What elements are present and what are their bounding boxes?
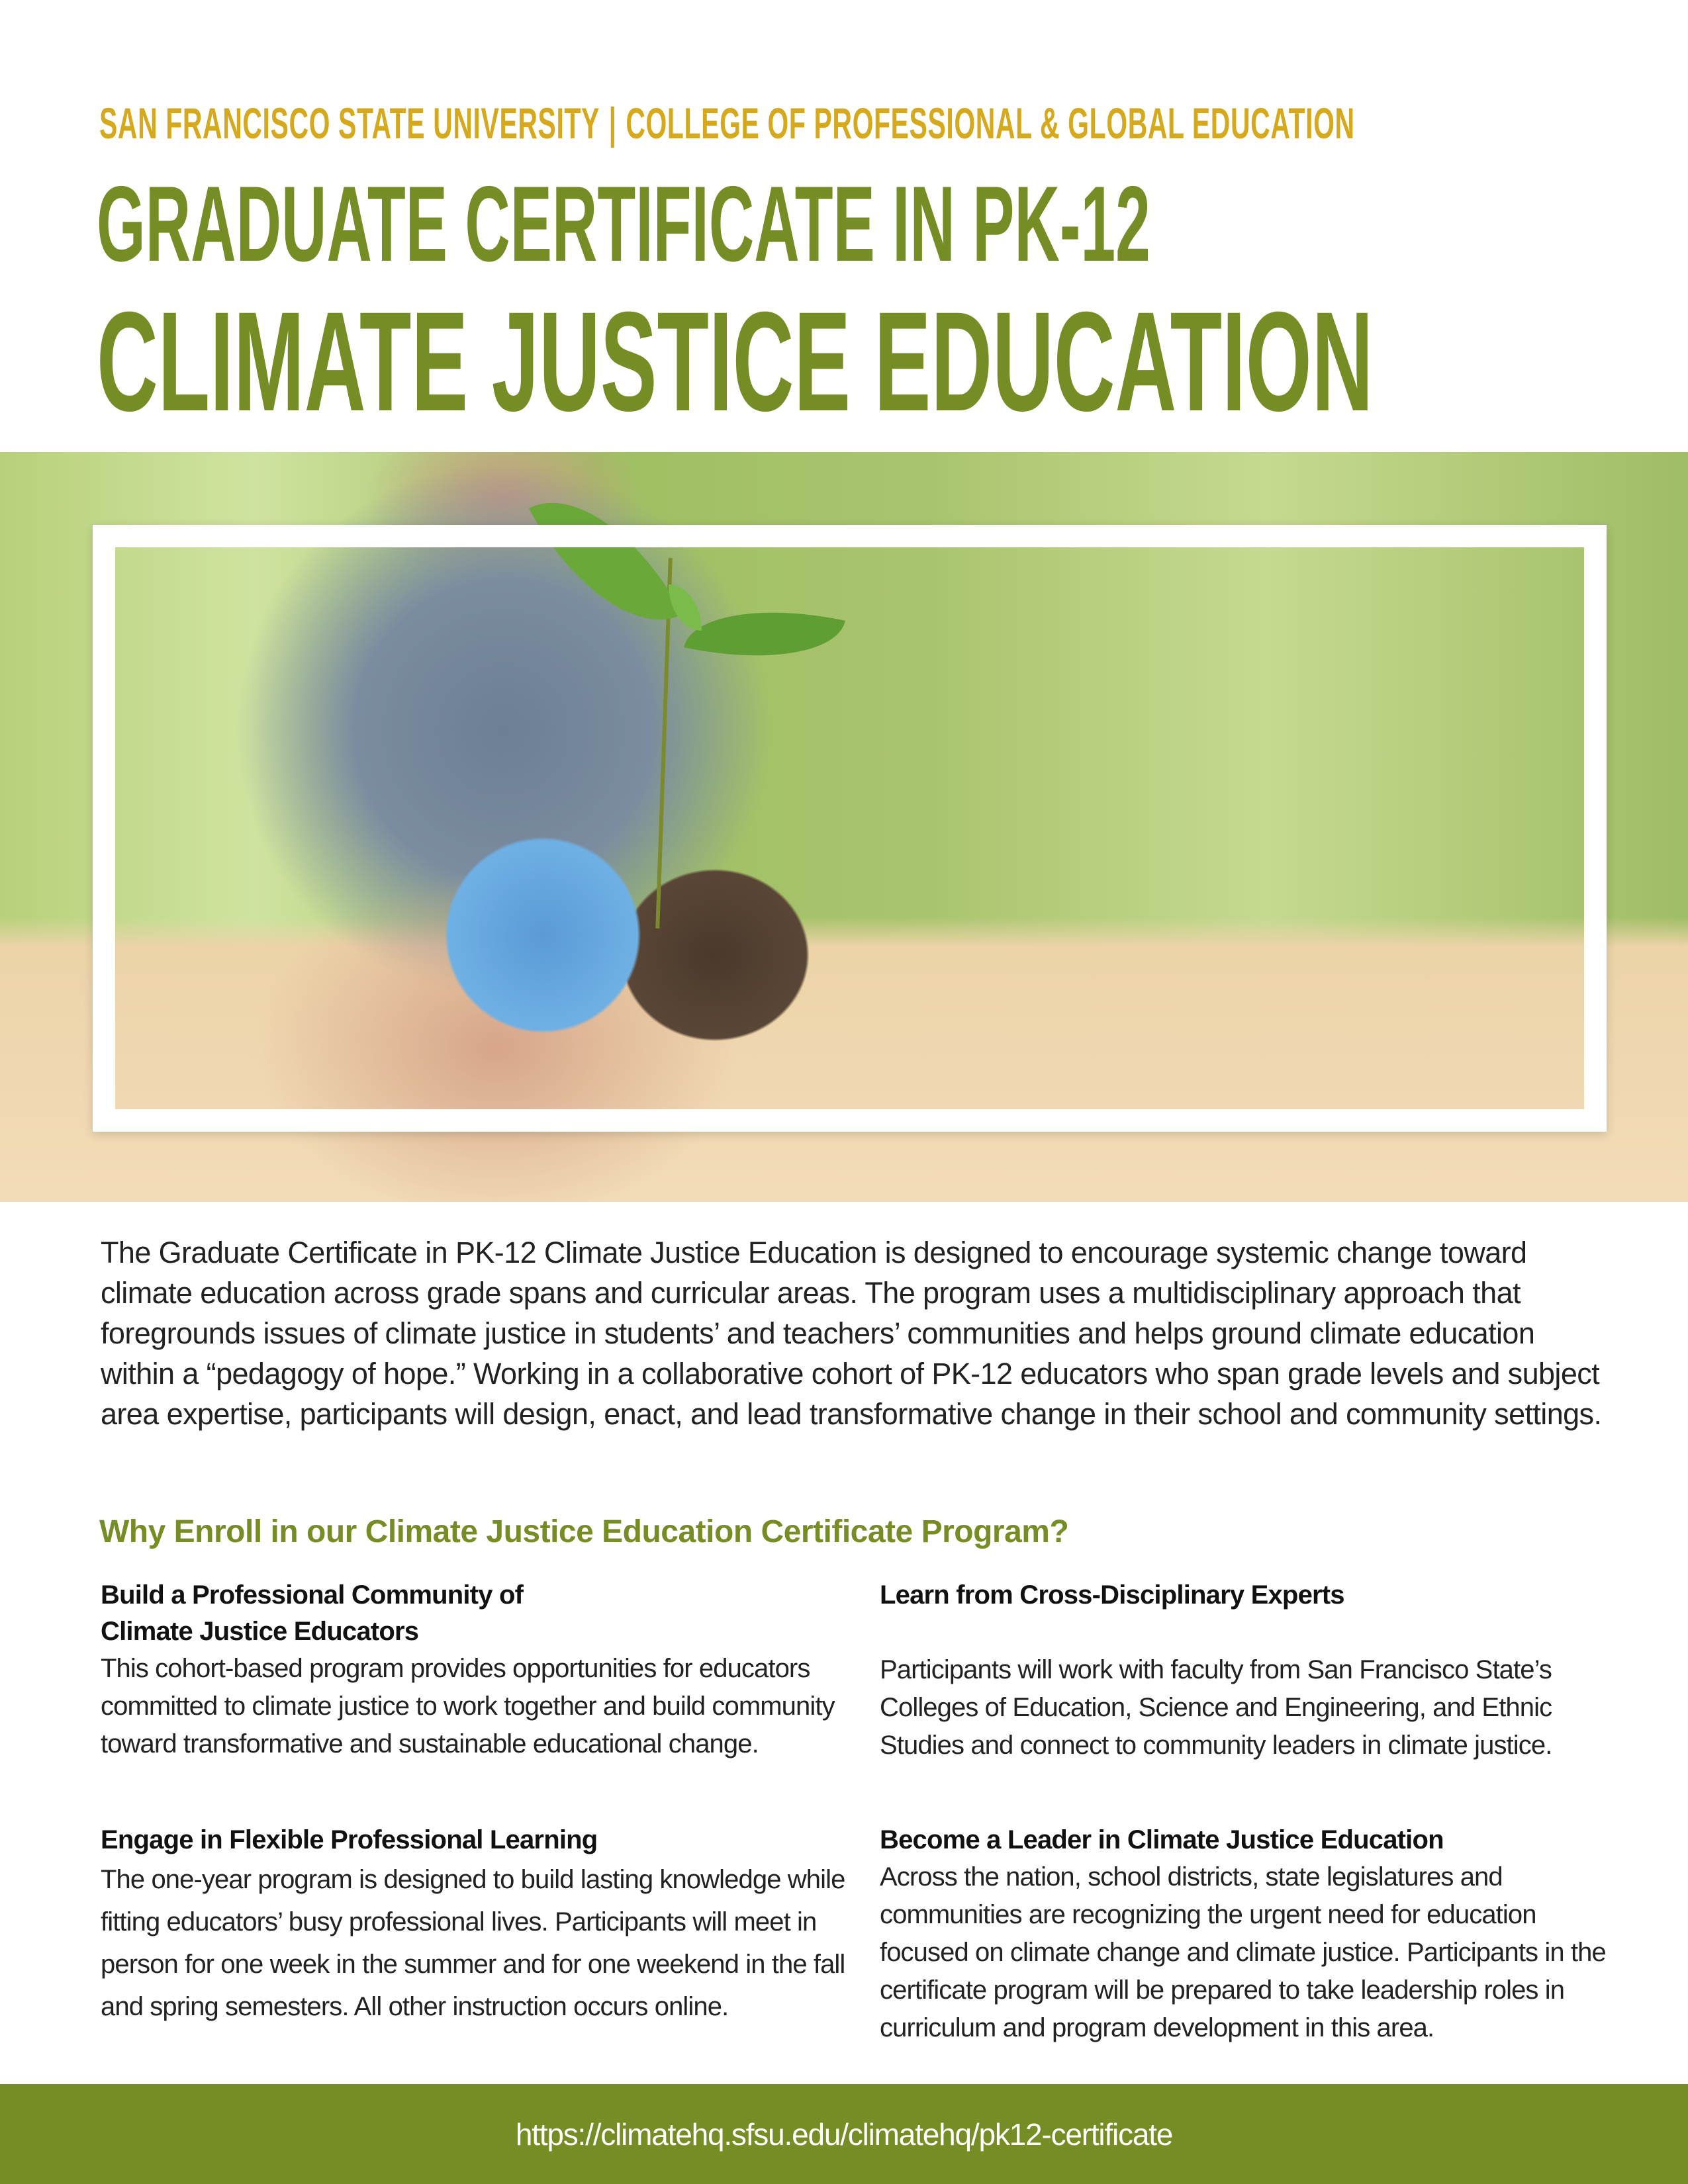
- feature-title: Build a Professional Community of Climate Justice Educators: [101, 1580, 524, 1646]
- feature-title: Engage in Flexible Professional Learning: [101, 1825, 598, 1854]
- feature-body: Across the nation, school districts, state legislatures and communities are recognizing the urgent need for education focused on climate change and climate justice. Participants in the certificate program will be prepared to take leadership roles in curriculum and program development in this area.: [880, 1862, 1606, 2042]
- why-enroll-heading: Why Enroll in our Climate Justice Education Certificate Program?: [99, 1514, 1069, 1549]
- feature-body: Participants will work with faculty from San Francisco State’s Colleges of Education, Science and Engineering, and Ethnic Studies and connect to community leaders in climate justice.: [880, 1655, 1552, 1760]
- feature-body: The one-year program is designed to build lasting knowledge while fitting educators’ busy professional lives. Participants will meet in person for one week in the summer and for one weekend in the fall and spring semesters. All other instruction occurs online.: [101, 1865, 845, 2021]
- page-title-line-2: [97, 283, 1688, 441]
- institution-kicker: [99, 98, 1688, 148]
- footer-bar: [0, 2084, 1688, 2184]
- intro-paragraph: The Graduate Certificate in PK-12 Climate Justice Education is designed to encourage systemic change toward climate education across grade spans and curricular areas. The program uses a multidisciplinary approach that foregrounds issues of climate justice in students’ and teachers’ communities and helps ground climate education within a “pedagogy of hope.” Working in a collaborative cohort of PK-12 educators who span grade levels and subject area expertise, participants will design, enact, and lead transformative change in their school and community settings.: [101, 1236, 1602, 1431]
- feature-community: [101, 1577, 849, 1763]
- feature-title: Learn from Cross-Disciplinary Experts: [880, 1580, 1344, 1610]
- page-title-line-1: [97, 164, 1688, 284]
- title-line-2-text: CLIMATE JUSTICE EDUCATION: [97, 283, 1374, 441]
- program-url-link[interactable]: https://climatehq.sfsu.edu/climatehq/pk12-certificate: [515, 2116, 1173, 2152]
- separator: |: [608, 99, 617, 148]
- university-name: SAN FRANCISCO STATE UNIVERSITY: [99, 99, 600, 148]
- feature-flexible-learning: [101, 1822, 849, 2028]
- feature-body: This cohort-based program provides opportunities for educators committed to climate justice to work together and build community toward transformative and sustainable educational change.: [101, 1654, 835, 1758]
- feature-experts: [880, 1577, 1628, 1764]
- photo-frame-overlay: [93, 525, 1607, 1132]
- title-line-1-text: GRADUATE CERTIFICATE IN PK-12: [97, 164, 1150, 284]
- feature-title: Become a Leader in Climate Justice Education: [880, 1825, 1444, 1854]
- feature-leadership: [880, 1822, 1628, 2047]
- college-name: COLLEGE OF PROFESSIONAL & GLOBAL EDUCATION: [626, 99, 1355, 148]
